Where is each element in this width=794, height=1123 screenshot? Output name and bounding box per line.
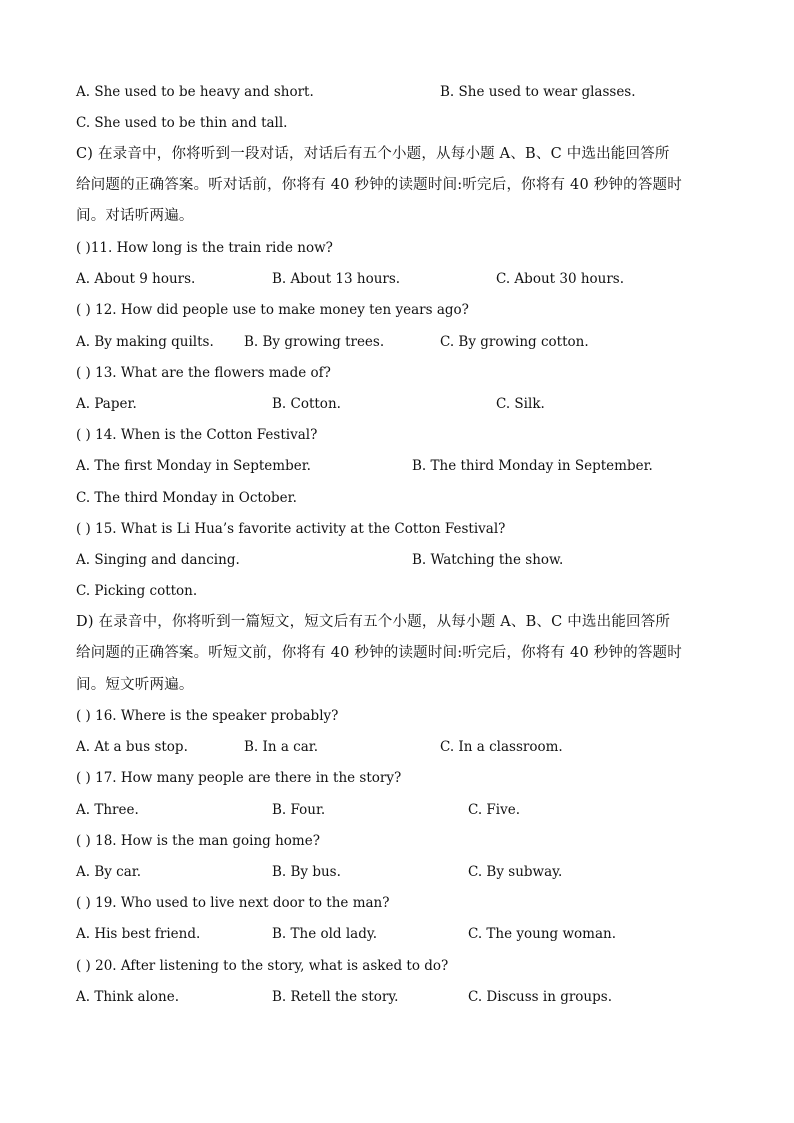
question-text: 19. Who used to live next door to the man? <box>90 895 390 911</box>
section-d-instructions-line-2: 给问题的正确答案。听短文前，你将有 40 秒钟的读题时间:听完后，你将有 40 秒钟的答题时 <box>76 645 682 661</box>
answer-blank[interactable]: ( ) <box>76 895 91 911</box>
question-12 <box>76 300 469 320</box>
question-20 <box>76 956 448 976</box>
answer-blank[interactable]: ( ) <box>76 708 91 724</box>
question-18 <box>76 831 320 851</box>
option-b: B. In a car. <box>244 739 319 755</box>
option-b: B. She used to wear glasses. <box>440 84 636 100</box>
option-c: C. By subway. <box>468 864 563 880</box>
question-19 <box>76 893 389 913</box>
question-15 <box>76 519 505 539</box>
option-a: A. By making quilts. <box>76 334 214 350</box>
section-c-instructions-line-1: C) 在录音中，你将听到一段对话，对话后有五个小题，从每小题 A、B、C 中选出能回答所 <box>76 146 670 162</box>
option-b: B. The old lady. <box>272 926 377 942</box>
answer-blank[interactable]: ( ) <box>76 770 91 786</box>
question-14 <box>76 425 317 445</box>
option-b: B. Cotton. <box>272 396 341 412</box>
question-text: 18. How is the man going home? <box>90 833 320 849</box>
option-a: A. Paper. <box>76 396 137 412</box>
question-text: 13. What are the flowers made of? <box>90 365 331 381</box>
question-13 <box>76 363 331 383</box>
answer-blank[interactable]: ( ) <box>76 240 91 256</box>
section-c-instructions-line-3: 间。对话听两遍。 <box>76 208 194 224</box>
option-b: B. Retell the story. <box>272 989 399 1005</box>
option-a: A. The first Monday in September. <box>76 458 311 474</box>
option-c: C. Picking cotton. <box>76 583 198 599</box>
option-c: C. She used to be thin and tall. <box>76 115 288 131</box>
option-c: C. In a classroom. <box>440 739 563 755</box>
option-b: B. Four. <box>272 802 326 818</box>
option-c: C. About 30 hours. <box>496 271 625 287</box>
section-c-instructions-line-2: 给问题的正确答案。听对话前，你将有 40 秒钟的读题时间:听完后，你将有 40 秒钟的答题时 <box>76 177 682 193</box>
answer-blank[interactable]: ( ) <box>76 958 91 974</box>
answer-blank[interactable]: ( ) <box>76 302 91 318</box>
option-b: B. By bus. <box>272 864 341 880</box>
option-a: A. At a bus stop. <box>76 739 188 755</box>
answer-blank[interactable]: ( ) <box>76 365 91 381</box>
option-a: A. Three. <box>76 802 139 818</box>
answer-blank[interactable]: ( ) <box>76 521 91 537</box>
option-a: A. His best friend. <box>76 926 201 942</box>
question-text: 20. After listening to the story, what is asked to do? <box>90 958 449 974</box>
option-c: C. The young woman. <box>468 926 617 942</box>
option-b: B. By growing trees. <box>244 334 385 350</box>
question-text: 15. What is Li Hua’s favorite activity at the Cotton Festival? <box>90 521 506 537</box>
option-a: A. Singing and dancing. <box>76 552 240 568</box>
question-text: 12. How did people use to make money ten years ago? <box>90 302 469 318</box>
option-b: B. About 13 hours. <box>272 271 401 287</box>
section-d-instructions-line-3: 间。短文听两遍。 <box>76 677 194 693</box>
option-c: C. Silk. <box>496 396 545 412</box>
option-c: C. Five. <box>468 802 521 818</box>
option-a: A. About 9 hours. <box>76 271 196 287</box>
option-c: C. By growing cotton. <box>440 334 589 350</box>
question-text: 16. Where is the speaker probably? <box>90 708 339 724</box>
option-b: B. The third Monday in September. <box>412 458 653 474</box>
question-16 <box>76 706 338 726</box>
option-b: B. Watching the show. <box>412 552 564 568</box>
option-c: C. The third Monday in October. <box>76 490 297 506</box>
question-text: 14. When is the Cotton Festival? <box>90 427 318 443</box>
option-c: C. Discuss in groups. <box>468 989 612 1005</box>
option-a: A. She used to be heavy and short. <box>76 84 314 100</box>
question-text: 17. How many people are there in the story? <box>90 770 402 786</box>
answer-blank[interactable]: ( ) <box>76 833 91 849</box>
answer-blank[interactable]: ( ) <box>76 427 91 443</box>
section-d-instructions-line-1: D) 在录音中，你将听到一篇短文，短文后有五个小题，从每小题 A、B、C 中选出能回答所 <box>76 614 671 630</box>
option-a: A. By car. <box>76 864 142 880</box>
question-11 <box>76 238 333 258</box>
option-a: A. Think alone. <box>76 989 179 1005</box>
question-text: 11. How long is the train ride now? <box>90 240 333 256</box>
question-17 <box>76 768 401 788</box>
